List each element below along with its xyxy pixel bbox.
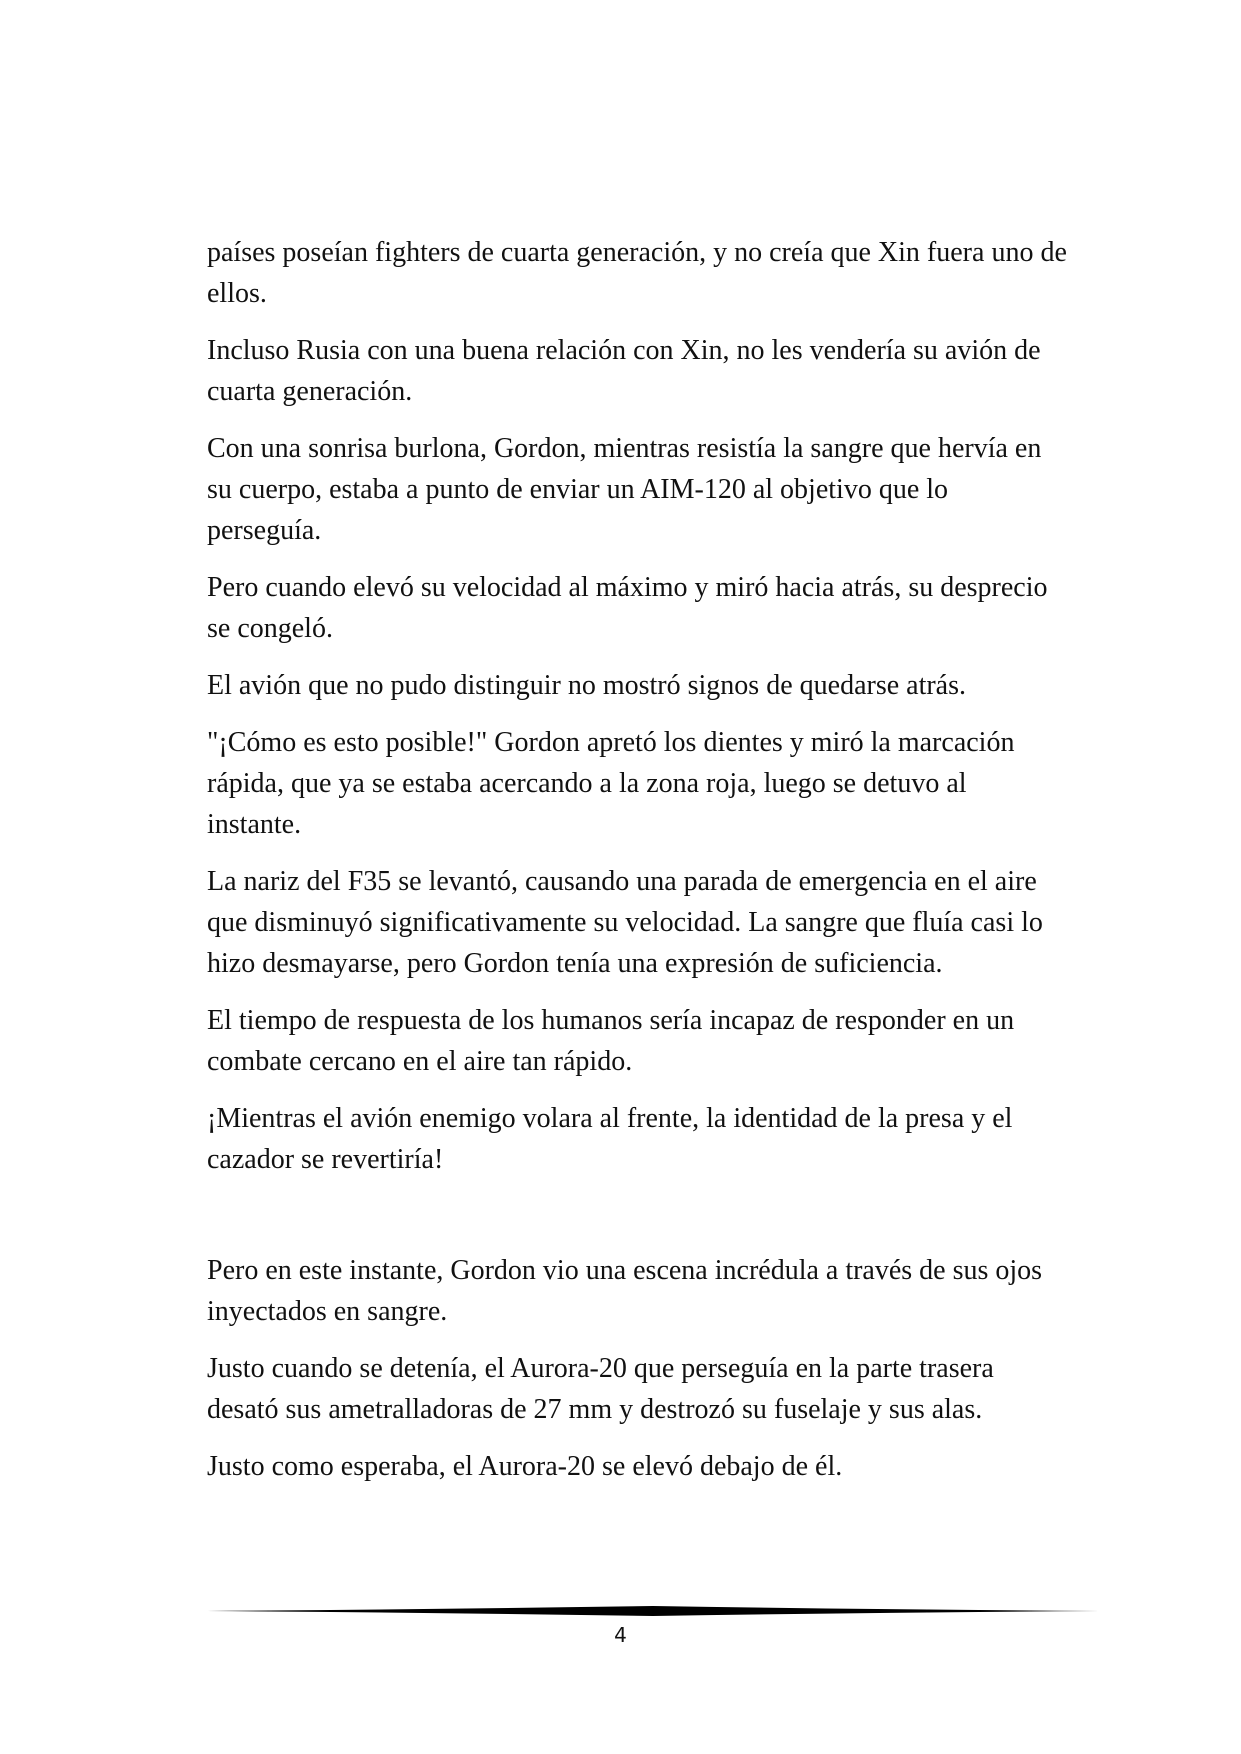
paragraph: El avión que no pudo distinguir no mostró signos de quedarse atrás.	[207, 670, 966, 701]
paragraph: Justo como esperaba, el Aurora-20 se elevó debajo de él.	[207, 1451, 843, 1482]
paragraph: Pero en este instante, Gordon vio una escena incrédula a través de sus ojos inyectados en sangre.	[207, 1255, 1043, 1327]
page-number: 4	[614, 1623, 627, 1647]
paragraph: ¡Mientras el avión enemigo volara al frente, la identidad de la presa y el cazador se revertiría!	[207, 1103, 1013, 1175]
paragraph: El tiempo de respuesta de los humanos sería incapaz de responder en un combate cercano en el aire tan rápido.	[207, 1005, 1015, 1077]
paragraph: "¡Cómo es esto posible!" Gordon apretó los dientes y miró la marcación rápida, que ya se estaba acercando a la zona roja, luego se detuvo al instante.	[207, 727, 1015, 840]
scene-break	[207, 1196, 1067, 1250]
paragraph: Incluso Rusia con una buena relación con Xin, no les vendería su avión de cuarta generación.	[207, 335, 1041, 407]
body-text	[207, 232, 1067, 1503]
paragraph: Pero cuando elevó su velocidad al máximo y miró hacia atrás, su desprecio se congeló.	[207, 572, 1048, 644]
paragraph: Justo cuando se detenía, el Aurora-20 que perseguía en la parte trasera desató sus ametralladoras de 27 mm y destrozó su fuselaje y sus alas.	[207, 1353, 994, 1425]
footer-divider-rule	[207, 1604, 1099, 1618]
paragraph: países poseían fighters de cuarta generación, y no creía que Xin fuera uno de ellos.	[207, 237, 1067, 309]
paragraph: Con una sonrisa burlona, Gordon, mientras resistía la sangre que hervía en su cuerpo, estaba a punto de enviar un AIM-120 al objetivo que lo perseguía.	[207, 433, 1042, 546]
paragraph: La nariz del F35 se levantó, causando una parada de emergencia en el aire que disminuyó significativamente su velocidad. La sangre que fluía casi lo hizo desmayarse, pero Gordon tenía una expresión de suficiencia.	[207, 866, 1043, 979]
